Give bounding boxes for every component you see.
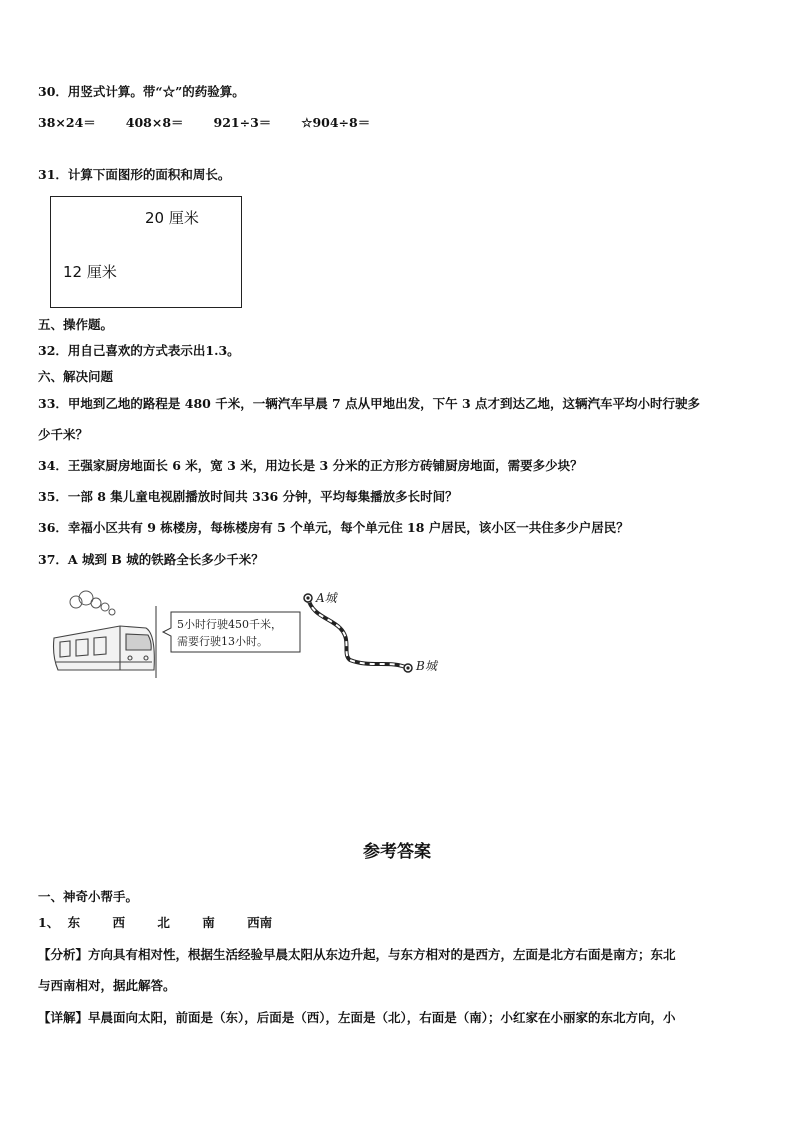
q30-title: 30．用竖式计算。带“☆”的药验算。	[38, 84, 245, 99]
question-32: 32．用自己喜欢的方式表示出1.3。	[38, 343, 240, 358]
answer-section-heading: 一、神奇小帮手。	[38, 889, 139, 904]
answer-item: 北	[157, 915, 170, 930]
calc-item: 408×8＝	[125, 115, 184, 130]
analysis-text-cont: 与西南相对，据此解答。	[38, 978, 176, 993]
answer-item: 南	[202, 915, 215, 930]
length-label: 20 厘米	[145, 209, 199, 227]
city-a-label: A城	[316, 591, 337, 605]
railway-route	[308, 598, 408, 668]
q31-title: 31．计算下面图形的面积和周长。	[38, 167, 231, 182]
steam-cloud-icon	[70, 591, 115, 615]
answer-number: 1、	[38, 915, 60, 930]
calc-item: ☆904÷8＝	[301, 115, 371, 130]
question-33: 33．甲地到乙地的路程是 480 千米，一辆汽车早晨 7 点从甲地出发，下午 3 点才到达乙地，这辆汽车平均小时行驶多	[38, 396, 700, 411]
rectangle-figure	[50, 196, 242, 308]
detail-text: 【详解】早晨面向太阳，前面是（东），后面是（西），左面是（北），右面是（南）；小红家在小丽家的东北方向，小	[38, 1010, 676, 1025]
city-b-dot	[406, 666, 409, 669]
question-35: 35．一部 8 集儿童电视剧播放时间共 336 分钟，平均每集播放多长时间？	[38, 489, 458, 504]
train-route-figure	[50, 586, 437, 686]
analysis-text: 【分析】方向具有相对性，根据生活经验早晨太阳从东边升起，与东方相对的是西方，左面是北方右面是南方；东北	[38, 947, 676, 962]
question-33-cont: 少千米？	[38, 427, 89, 442]
question-36: 36．幸福小区共有 9 栋楼房，每栋楼房有 5 个单元，每个单元住 18 户居民，该小区一共住多少户居民？	[38, 520, 629, 535]
section-heading: 六、解决问题	[38, 369, 114, 384]
bubble-text: 需要行驶13小时。	[177, 635, 268, 648]
answer-item: 西	[112, 915, 125, 930]
railway-route-dash	[308, 598, 408, 668]
city-b-label: B城	[416, 659, 437, 673]
answer-item: 东	[67, 915, 81, 930]
train-icon	[54, 626, 155, 670]
answer-1	[38, 915, 300, 931]
question-34: 34．王强家厨房地面长 6 米，宽 3 米，用边长是 3 分米的正方形方砖铺厨房地面，需要多少块？	[38, 458, 583, 473]
section-heading: 五、操作题。	[38, 317, 114, 332]
question-37: 37．A 城到 B 城的铁路全长多少千米？	[38, 552, 264, 567]
calc-item: 38×24＝	[38, 115, 96, 130]
q30-calc-row	[38, 115, 396, 131]
city-a-dot	[306, 596, 309, 599]
bubble-text: 5小时行驶450千米，	[177, 618, 282, 631]
answer-item: 西南	[247, 915, 273, 930]
answers-heading: 参考答案	[363, 842, 431, 862]
calc-item: 921÷3＝	[213, 115, 272, 130]
width-label: 12 厘米	[63, 263, 117, 281]
